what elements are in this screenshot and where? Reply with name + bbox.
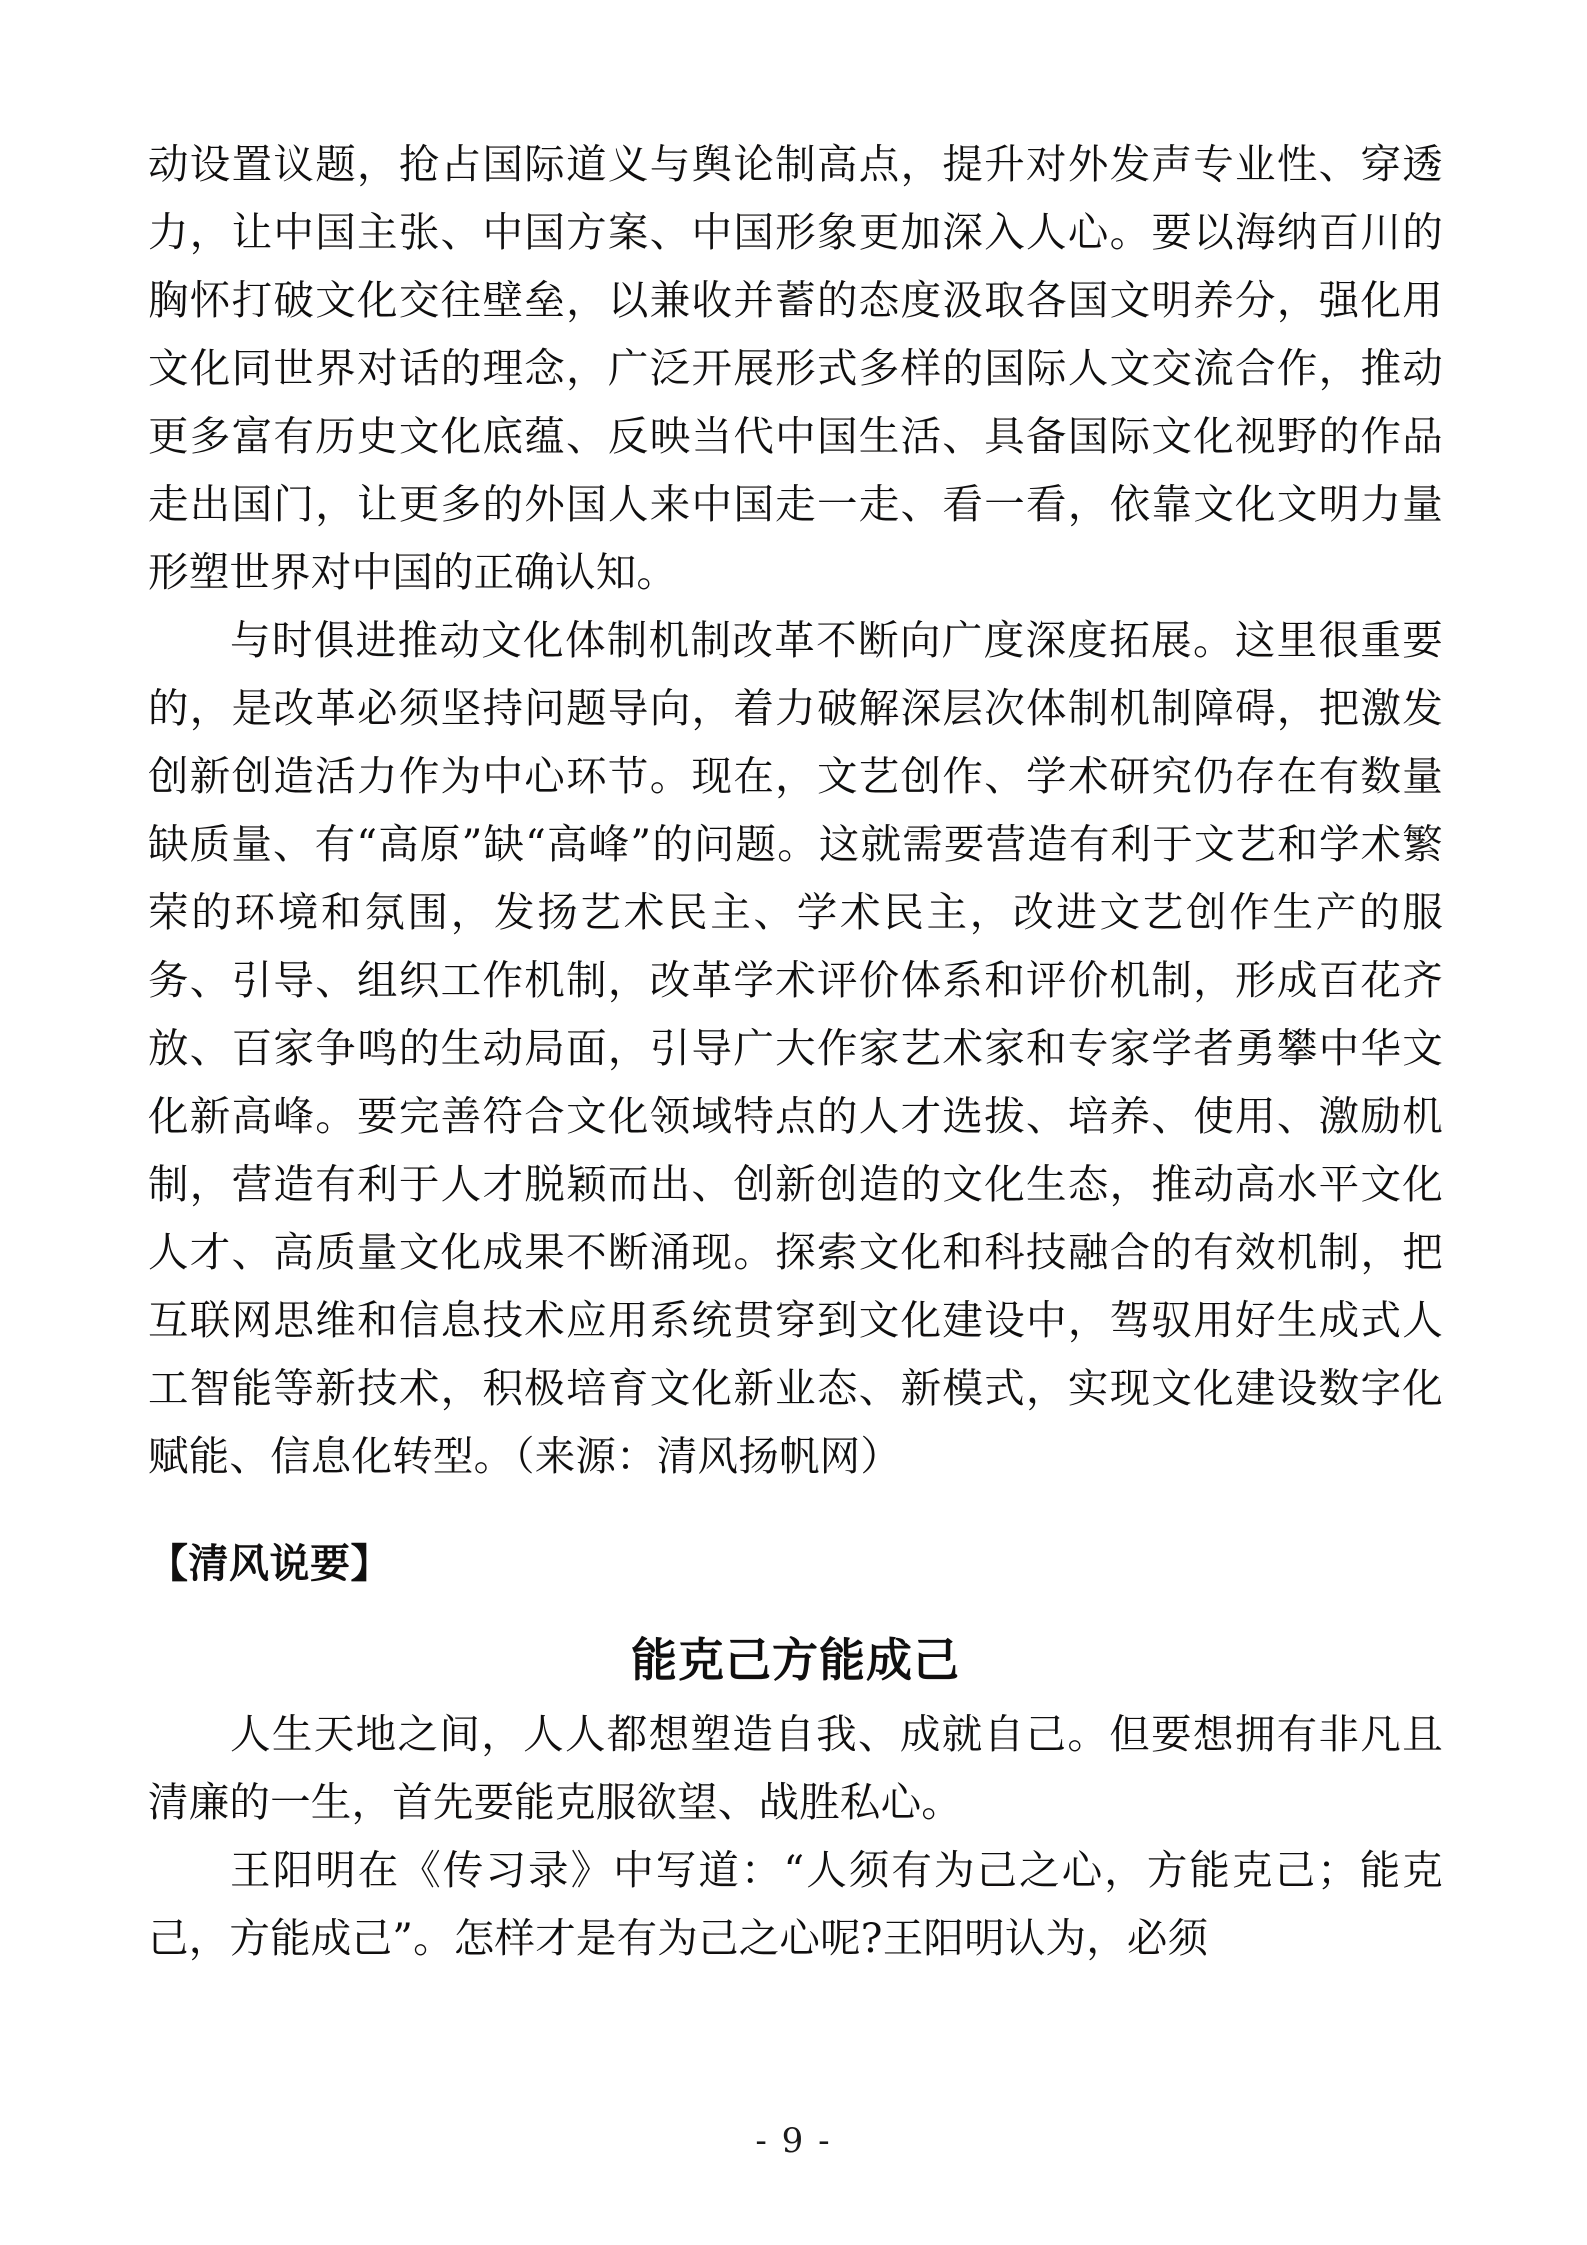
page-number: - 9 - [755,2121,832,2161]
spacer [148,1490,1443,1530]
page-content [148,130,1443,1972]
article-paragraph-1: 人生天地之间，人人都想塑造自我、成就自己。但要想拥有非凡且清廉的一生，首先要能克服欲望、战胜私心。 [148,1710,1443,1826]
paragraph-reform: 与时俱进推动文化体制机制改革不断向广度深度拓展。这里很重要的，是改革必须坚持问题导向，着力破解深层次体制机制障碍，把激发创新创造活力作为中心环节。现在，文艺创作、学术研究仍存在有数量缺质量、有“高原”缺“高峰”的问题。这就需要营造有利于文艺和学术繁荣的环境和氛围，发扬艺术民主、学术民主，改进文艺创作生产的服务、引导、组织工作机制，改革学术评价体系和评价机制，形成百花齐放、百家争鸣的生动局面，引导广大作家艺术家和专家学者勇攀中华文化新高峰。要完善符合文化领域特点的人才选拔、培养、使用、激励机制，营造有利于人才脱颖而出、创新创造的文化生态，推动高水平文化人才、高质量文化成果不断涌现。探索文化和科技融合的有效机制，把互联网思维和信息技术应用系统贯穿到文化建设中，驾驭用好生成式人工智能等新技术，积极培育文化新业态、新模式，实现文化建设数字化赋能、信息化转型。（来源：清风扬帆网） [148,616,1443,1480]
article-title: 能克己方能成己 [631,1633,960,1687]
spacer-title [148,1598,1443,1620]
section-heading: 【清风说要】 [148,1540,391,1587]
paragraph-continued: 动设置议题，抢占国际道义与舆论制高点，提升对外发声专业性、穿透力，让中国主张、中国方案、中国形象更加深入人心。要以海纳百川的胸怀打破文化交往壁垒，以兼收并蓄的态度汲取各国文明养分，强化用文化同世界对话的理念，广泛开展形式多样的国际人文交流合作，推动更多富有历史文化底蕴、反映当代中国生活、具备国际文化视野的作品走出国门，让更多的外国人来中国走一走、看一看，依靠文化文明力量形塑世界对中国的正确认知。 [148,140,1443,596]
article-paragraph-2: 王阳明在《传习录》中写道：“人须有为己之心，方能克己；能克己，方能成己”。怎样才是有为己之心呢?王阳明认为，必须 [148,1846,1443,1962]
